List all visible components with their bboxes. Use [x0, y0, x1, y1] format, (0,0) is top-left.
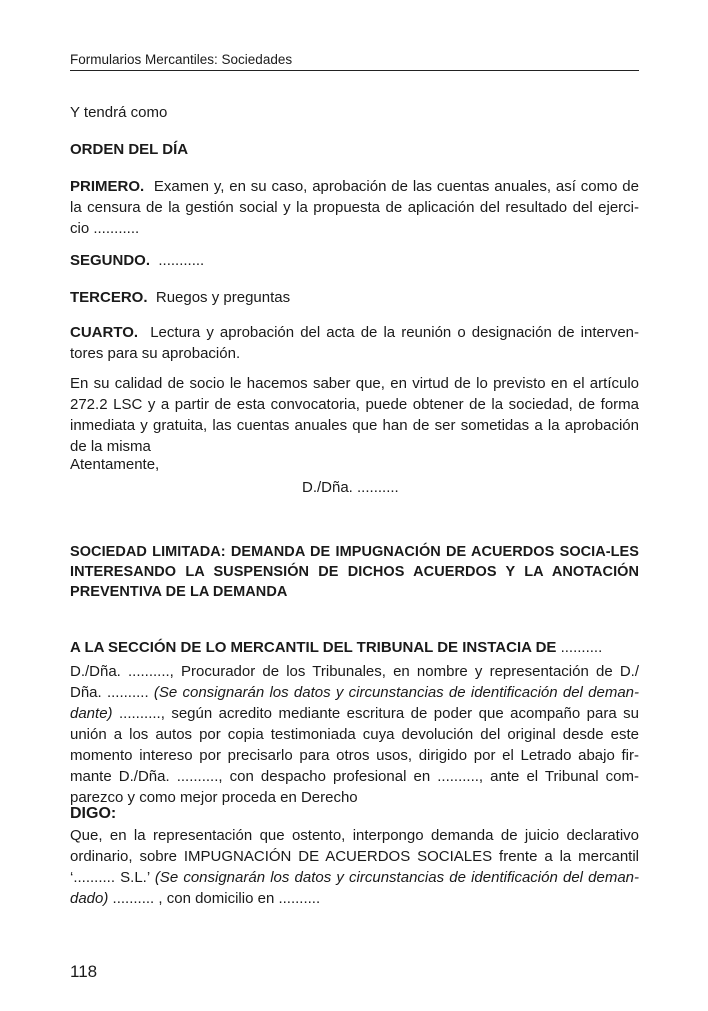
para2-part-a: Que, en la representación que ostento, interpongo demanda de juicio declarativo ordinario, sobre IMPUGNACIÓN DE ACUERDOS SOCIALES frente a la mercantil ‘.......... S.L.’: [70, 827, 639, 886]
digo-heading: DIGO:: [70, 805, 117, 822]
closing-text: Atentamente,: [70, 456, 160, 473]
running-header: Formularios Mercantiles: Sociedades: [70, 52, 639, 71]
claimant-paragraph: [70, 661, 639, 808]
para2-part-c: .......... , con domicilio en ..........: [112, 890, 321, 907]
agenda-item-text: ...........: [158, 252, 205, 269]
agenda-item-label: SEGUNDO.: [70, 252, 151, 269]
agenda-item-primero: [70, 176, 639, 239]
para2-italic-note: (Se consignarán los datos y circunstancias de identificación del deman-dado): [70, 869, 640, 907]
claim-paragraph: [70, 825, 639, 909]
para1-part-c: .........., según acredito mediante escritura de poder que acompaño para su unión a los autos por copia testimoniada cuya devolución del original desde este momento intereso por precisarlo para otros usos, dirigido por el Letrado abajo fir-mante D./Dña. .........., con despacho profesional en .........., ante el Tribunal com-parezco y como mejor proceda en Derecho: [70, 705, 639, 806]
agenda-item-text: Ruegos y preguntas: [155, 289, 291, 306]
addressee-line: [70, 637, 639, 658]
agenda-item-cuarto: [70, 322, 639, 364]
agenda-item-text: Examen y, en su caso, aprobación de las cuentas anuales, así como de la censura de la gestión social y la propuesta de aplicación del resultado del ejerci-cio ...........: [70, 178, 639, 237]
agenda-item-tercero: [70, 287, 639, 308]
para1-italic-note: (Se consignarán los datos y circunstancias de identificación del deman-dante): [70, 684, 639, 722]
addressee-label: A LA SECCIÓN DE LO MERCANTIL DEL TRIBUNAL DE INSTACIA DE: [70, 639, 557, 656]
para1-part-a: D./Dña. .........., Procurador de los Tribunales, en nombre y representación de D./ Dña. ..........: [70, 663, 639, 701]
addressee-dots: ..........: [560, 639, 603, 656]
agenda-item-text: Lectura y aprobación del acta de la reunión o designación de interven-tores para su aprobación.: [70, 324, 639, 362]
agenda-title: ORDEN DEL DÍA: [70, 141, 189, 158]
agenda-item-label: CUARTO.: [70, 324, 139, 341]
agenda-item-label: TERCERO.: [70, 289, 148, 306]
notice-paragraph: En su calidad de socio le hacemos saber que, en virtud de lo previsto en el artículo 272.2 LSC y a partir de esta convocatoria, puede obtener de la sociedad, de forma inmediata y gratuita, las cuentas anuales que han de ser sometidas a la aprobación de la misma: [70, 375, 639, 455]
agenda-item-segundo: [70, 250, 639, 271]
section-title: SOCIEDAD LIMITADA: DEMANDA DE IMPUGNACIÓN DE ACUERDOS SOCIA-LES INTERESANDO LA SUSPENSIÓN DE DICHOS ACUERDOS Y LA ANOTACIÓN PREVENTIVA DE LA DEMANDA: [70, 544, 639, 600]
page-number: 118: [70, 962, 98, 981]
agenda-item-label: PRIMERO.: [70, 178, 145, 195]
signature-line: D./Dña. ..........: [302, 479, 399, 496]
intro-text: Y tendrá como: [70, 104, 168, 121]
